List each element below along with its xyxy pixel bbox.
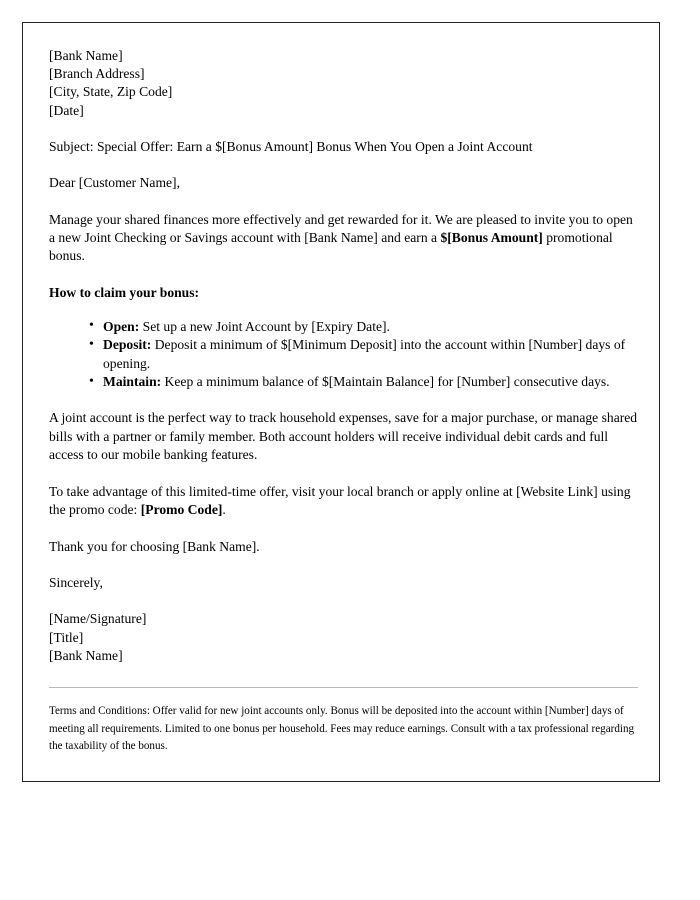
intro-text-before: Manage your shared finances more effectively and get rewarded for it. We are pleased to invite you to open a new Joint Checking or Savings account with [Bank Name] and earn a [49,211,633,246]
cta-promo-code: [Promo Code] [140,502,223,518]
spacer-after-subject [49,156,638,174]
claim-steps-list [49,318,638,392]
intro-text-after: promotional bonus. [49,230,613,264]
letter-page-border [22,22,660,782]
spacer-after-list [49,391,638,409]
signature-block [49,610,638,665]
spacer-after-salutation [49,193,638,211]
intro-bonus-amount: $[Bonus Amount] [440,230,543,246]
call-to-action-paragraph [49,483,638,520]
letterhead-city-state-zip: [City, State, Zip Code] [49,84,173,100]
claim-item-text: Keep a minimum balance of $[Maintain Balance] for [Number] consecutive days. [161,374,610,390]
spacer-after-thanks [49,556,638,574]
claim-section-heading: How to claim your bonus: [49,284,200,300]
list-item [89,373,638,391]
signature-title: [Title] [49,629,84,645]
letterhead-branch-address: [Branch Address] [49,66,145,82]
spacer-before-list [49,302,638,318]
spacer-before-divider [49,665,638,687]
thank-you-line: Thank you for choosing [Bank Name]. [49,538,260,554]
claim-item-text: Set up a new Joint Account by [Expiry Date]. [139,318,390,334]
letterhead-date: [Date] [49,102,84,118]
claim-item-label: Maintain: [103,374,162,390]
signature-name: [Name/Signature] [49,611,147,627]
signature-bank-name: [Bank Name] [49,647,123,663]
letterhead-bank-name: [Bank Name] [49,48,123,63]
claim-item-label: Deposit: [103,337,152,353]
claim-item-label: Open: [103,318,140,334]
spacer-after-divider [49,688,638,703]
letter-content [49,47,638,756]
salutation-line: Dear [Customer Name], [49,175,180,191]
list-item [89,318,638,336]
terms-and-conditions: Terms and Conditions: Offer valid for new joint accounts only. Bonus will be deposited into the account within [Number] days of meeting all requirements. Limited to one bonus per household. Fees may reduce earnings. Consult with a tax professional regarding the taxability of the bonus. [49,704,635,753]
spacer-after-cta [49,520,638,538]
sign-off-line: Sincerely, [49,574,103,590]
spacer-after-intro [49,266,638,284]
subject-line: Subject: Special Offer: Earn a $[Bonus Amount] Bonus When You Open a Joint Account [49,138,533,154]
letterhead-block [49,47,638,120]
claim-item-text: Deposit a minimum of $[Minimum Deposit] into the account within [Number] days of opening. [103,337,626,371]
cta-text-before: To take advantage of this limited-time offer, visit your local branch or apply online at [Website Link] using the promo code: [49,483,631,518]
cta-text-after: . [222,502,226,518]
benefits-paragraph: A joint account is the perfect way to track household expenses, save for a major purchase, or manage shared bills with a partner or family member. Both account holders will receive individual debit cards and full access to our mobile banking features. [49,410,638,463]
list-item [89,336,638,373]
spacer-after-benefits [49,465,638,483]
spacer-after-letterhead [49,120,638,138]
intro-paragraph [49,211,638,266]
spacer-after-signoff [49,592,638,610]
